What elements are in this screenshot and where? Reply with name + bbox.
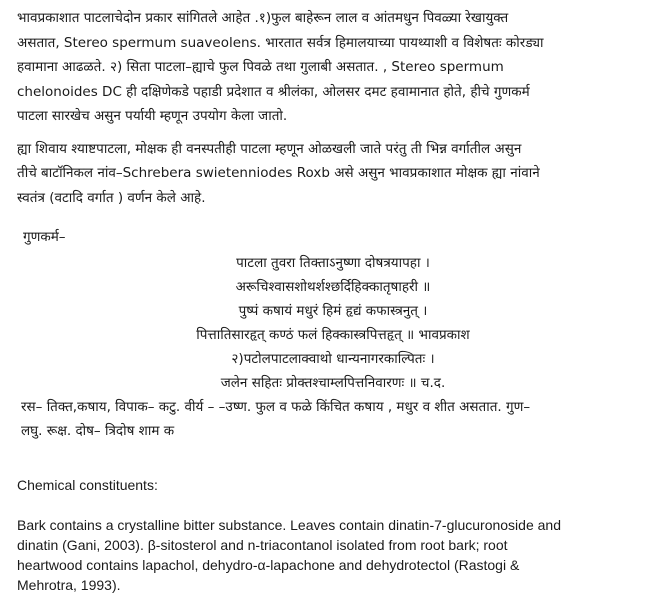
rasa-properties	[17, 395, 649, 443]
text-line: पाटला सारखेच असुन पर्यायी म्हणून उपयोग केला जातो.	[17, 108, 288, 124]
text-line: असतात, Stereo spermum suaveolens. भारतात सर्वत्र हिमालयाच्या पायथ्याशी व विशेषतः कोरड्या	[17, 34, 544, 51]
text-line: हवामाना आढळते. २) सिता पाटला–ह्याचे फुल पिवळे तथा गुलाबी असतात. , Stereo spermum	[17, 59, 504, 75]
chemical-constituents-text	[17, 515, 649, 595]
verse-line: पुष्पं कषायं मधुरं हिमं हृद्यं कफास्त्रनुत् ।	[238, 303, 428, 319]
verse-line: पाटला तुवरा तिक्ताऽनुष्णा दोषत्रयापहा ।	[236, 255, 430, 271]
intro-paragraph	[17, 6, 649, 129]
document-page	[17, 6, 649, 595]
verse-line: जलेन सहितः प्रोक्तश्चाम्लपित्तनिवारणः ॥ च.द.	[220, 375, 446, 391]
text-line: Mehrotra, 1993).	[17, 577, 121, 593]
verse-line: पित्तातिसारहृत् कण्ठं फलं हिक्कास्त्रपित्तहृत् ॥ भावप्रकाश	[196, 327, 470, 343]
chemical-constituents-heading: Chemical constituents:	[17, 477, 158, 493]
text-line: भावप्रकाशात पाटलाचेदोन प्रकार सांगितले आहेत .१)फुल बाहेरून लाल व आंतमधुन पिवळ्या रेखायुक्त	[17, 10, 509, 26]
verse-line: अरूचिश्वासशोथर्शश्छर्दिहिक्कातृषाहरी ॥	[235, 279, 431, 295]
text-line: तीचे बाटॉनिकल नांव–Schrebera swietenniodes Roxb असे असुन भावप्रकाशात मोक्षक ह्या नांवाने	[17, 165, 540, 181]
text-line: स्वतंत्र (वटादि वर्गात ) वर्णन केले आहे.	[17, 189, 206, 206]
sanskrit-verses	[17, 251, 649, 395]
text-line: dinatin (Gani, 2003). β-sitosterol and n-triacontanol isolated from root bark; root	[17, 537, 508, 553]
text-line: chelonoides DC ही दक्षिणेकडे पहाडी प्रदेशात व श्रीलंका, ओलसर दमट हवामानात होते, हीचे गुणकर्म	[17, 83, 530, 100]
gunakarma-heading: गुणकर्म–	[23, 229, 66, 245]
text-line: Bark contains a crystalline bitter substance. Leaves contain dinatin-7-glucuronoside and	[17, 517, 561, 533]
second-paragraph	[17, 137, 649, 211]
text-line: heartwood contains lapachol, dehydro-α-lapachone and dehydrotectol (Rastogi &	[17, 557, 520, 573]
text-line: ह्या शिवाय श्याष्टपाटला, मोक्षक ही वनस्पतीही पाटला म्हणून ओळखली जाते परंतु ती भिन्न वर्गातील असुन	[17, 140, 522, 157]
text-line: रस– तिक्त,कषाय, विपाक– कटु. वीर्य – –उष्ण. फुल व फळे किंचित कषाय , मधुर व शीत असतात. गुण–	[21, 399, 531, 415]
verse-line: २)पटोलपाटलाक्वाथो धान्यनागरकाल्पितः ।	[231, 351, 435, 367]
text-line: लघु. रूक्ष. दोष– त्रिदोष शाम क	[21, 423, 175, 439]
